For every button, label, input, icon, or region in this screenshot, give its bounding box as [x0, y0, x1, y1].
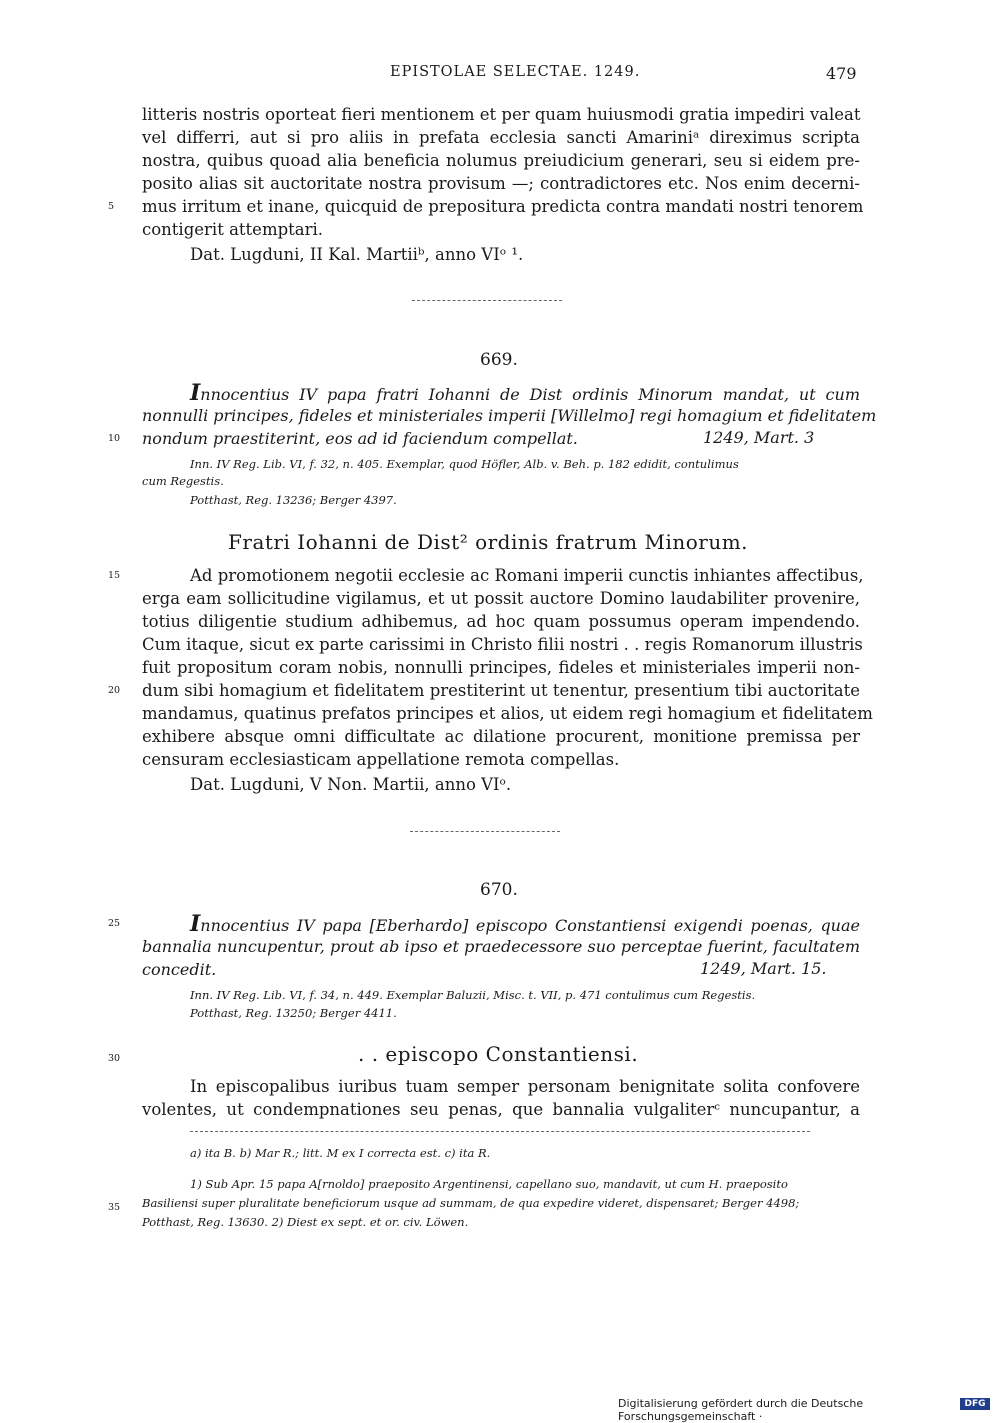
critical-apparatus: a) ita B. b) Mar R.; litt. M ex I correcta est. c) ita R. — [190, 1146, 491, 1160]
text-line: erga eam sollicitudine vigilamus, et ut possit auctore Domino laudabiliter provenire, — [142, 589, 860, 608]
summary-line — [190, 913, 860, 937]
text-line: vel differri, aut si pro aliis in prefata ecclesia sancti Amariniᵃ direximus scripta — [142, 128, 860, 147]
text-line: posito alias sit auctoritate nostra provisum —; contradictores etc. Nos enim decerni- — [142, 174, 860, 193]
summary-text: nnocentius IV papa fratri Iohanni de Dist ordinis Minorum mandat, ut cum — [200, 385, 860, 404]
dating-clause: Dat. Lugduni, V Non. Martii, anno VIᵒ. — [190, 775, 512, 794]
address-heading: . . episcopo Constantiensi. — [358, 1042, 639, 1066]
line-number: 20 — [108, 685, 121, 696]
footnote-line: Basiliensi super pluralitate beneficiorum usque ad summam, de qua expedire videret, dispensaret; Berger 4498; — [142, 1196, 800, 1210]
summary-line: bannalia nuncupentur, prout ab ipso et praedecessore suo perceptae fuerint, facultatem — [142, 937, 860, 956]
document-number: 669. — [480, 350, 518, 370]
text-line: Cum itaque, sicut ex parte carissimi in Christo filii nostri . . regis Romanorum illustris — [142, 635, 863, 654]
text-line: In episcopalibus iuribus tuam semper personam benignitate solita confovere — [190, 1077, 860, 1096]
line-number: 25 — [108, 918, 121, 929]
source-note: cum Regestis. — [142, 474, 224, 488]
line-number: 30 — [108, 1053, 121, 1064]
footnote-line: 1) Sub Apr. 15 papa A[rnoldo] praeposito Argentinensi, capellano suo, mandavit, ut cum H. praeposito — [190, 1177, 788, 1191]
footnote-separator — [190, 1131, 810, 1132]
summary-line: concedit. — [142, 960, 217, 979]
text-line: Ad promotionem negotii ecclesie ac Romani imperii cunctis inhiantes affectibus, — [190, 566, 864, 585]
text-line: volentes, ut condempnationes seu penas, que bannalia vulgaliterᶜ nuncupantur, a — [142, 1100, 860, 1119]
section-divider — [410, 831, 560, 832]
text-line: totius diligentie studium adhibemus, ad hoc quam possumus operam impendendo. — [142, 612, 860, 631]
summary-text: nnocentius IV papa [Eberhardo] episcopo Constantiensi exigendi poenas, quae — [200, 916, 860, 935]
footnote-line: Potthast, Reg. 13630. 2) Diest ex sept. et or. civ. Löwen. — [142, 1215, 469, 1229]
section-divider — [412, 300, 562, 301]
document-number: 670. — [480, 880, 518, 900]
initial-letter: I — [190, 380, 201, 406]
document-date: 1249, Mart. 15. — [700, 959, 827, 978]
text-line: exhibere absque omni difficultate ac dilatione procurent, monitione premissa per — [142, 727, 860, 746]
header-title: EPISTOLAE SELECTAE. 1249. — [390, 64, 641, 80]
address-heading: Fratri Iohanni de Dist² ordinis fratrum Minorum. — [228, 530, 749, 554]
summary-line — [190, 382, 860, 406]
line-number: 15 — [108, 570, 121, 581]
page-number: 479 — [826, 64, 857, 83]
line-number: 5 — [108, 201, 115, 212]
text-line: contigerit attemptari. — [142, 220, 324, 239]
line-number: 10 — [108, 433, 121, 444]
text-line: fuit propositum coram nobis, nonnulli principes, fideles et ministeriales imperii non- — [142, 658, 860, 677]
text-line: litteris nostris oporteat fieri mentionem et per quam huiusmodi gratia impediri valeat — [142, 105, 861, 124]
source-note: Inn. IV Reg. Lib. VI, f. 34, n. 449. Exemplar Baluzii, Misc. t. VII, p. 471 contulimus cum Regestis. — [190, 988, 756, 1002]
text-line: mandamus, quatinus prefatos principes et alios, ut eidem regi homagium et fidelitatem — [142, 704, 873, 723]
dating-clause: Dat. Lugduni, II Kal. Martiiᵇ, anno VIᵒ ¹. — [190, 245, 524, 264]
document-date: 1249, Mart. 3 — [703, 428, 815, 447]
source-note: Potthast, Reg. 13236; Berger 4397. — [190, 493, 397, 507]
dfg-logo: DFG — [960, 1398, 990, 1410]
summary-line: nonnulli principes, fideles et ministeriales imperii [Willelmo] regi homagium et fidelitatem — [142, 406, 877, 425]
source-note: Potthast, Reg. 13250; Berger 4411. — [190, 1006, 397, 1020]
text-line: nostra, quibus quoad alia beneficia nolumus preiudicium generari, seu si eidem pre- — [142, 151, 860, 170]
funding-notice: Digitalisierung gefördert durch die Deutsche Forschungsgemeinschaft · — [618, 1397, 864, 1423]
text-line: dum sibi homagium et fidelitatem prestiterint ut tenentur, presentium tibi auctoritate — [142, 681, 860, 700]
text-line: censuram ecclesiasticam appellatione remota compellas. — [142, 750, 620, 769]
line-number: 35 — [108, 1202, 121, 1213]
source-note: Inn. IV Reg. Lib. VI, f. 32, n. 405. Exemplar, quod Höfler, Alb. v. Beh. p. 182 edidit, contulimus — [190, 457, 739, 471]
initial-letter: I — [190, 911, 201, 937]
text-line: mus irritum et inane, quicquid de prepositura predicta contra mandati nostri tenorem — [142, 197, 864, 216]
summary-line: nondum praestiterint, eos ad id faciendum compellat. — [142, 429, 578, 448]
